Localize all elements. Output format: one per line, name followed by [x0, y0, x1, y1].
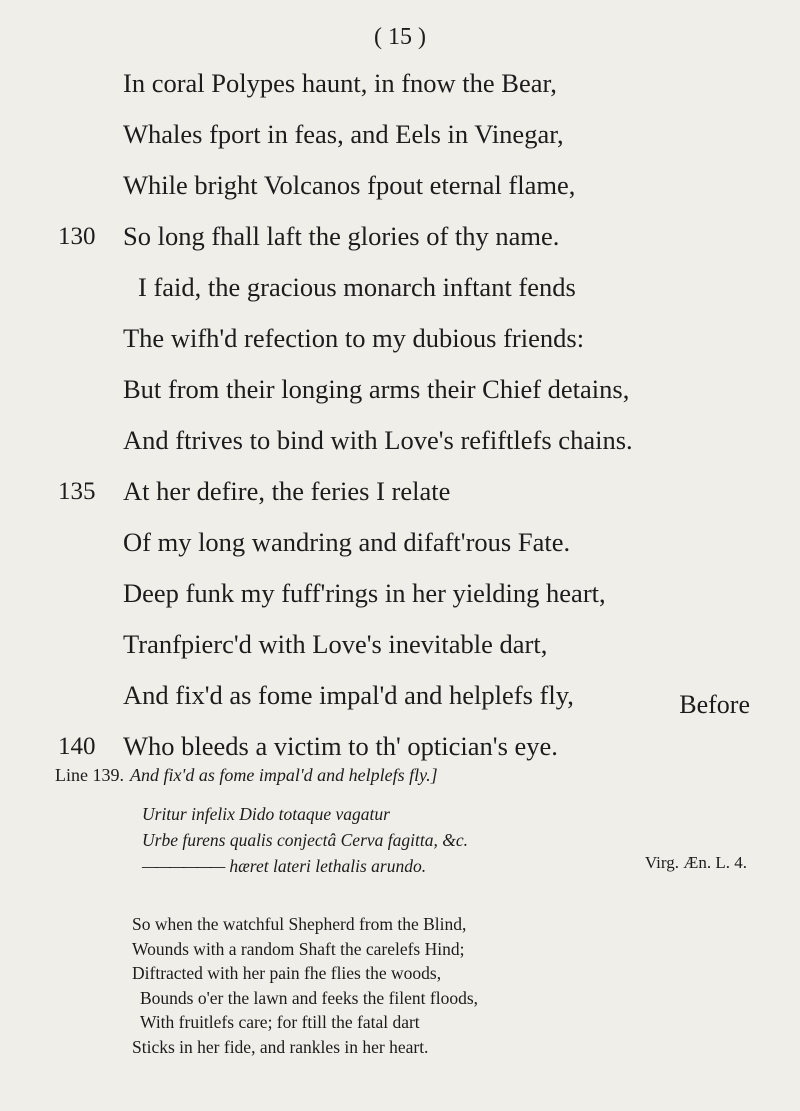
verse-line: [0, 619, 800, 670]
translation-line: Diftracted with her pain fhe flies the woods,: [132, 963, 442, 983]
verse-line: [0, 58, 800, 109]
verse-line: [0, 415, 800, 466]
verse-line: [0, 466, 800, 517]
line-number: 135: [58, 478, 96, 505]
translation-line: With fruitlefs care; for ftill the fatal dart: [140, 1012, 420, 1032]
note-reference: [55, 765, 438, 786]
verse-text: Of my long wandring and difaft'rous Fate.: [123, 527, 571, 557]
verse-text: The wifh'd refection to my dubious friends:: [123, 323, 585, 353]
verse-line: [0, 262, 800, 313]
verse-line: [0, 109, 800, 160]
verse-line: [0, 313, 800, 364]
verse-text: Who bleeds a victim to th' optician's eye.: [123, 731, 558, 761]
translation-line: Wounds with a random Shaft the carelefs Hind;: [132, 938, 465, 959]
verse-line: [0, 364, 800, 415]
catchword: Before: [679, 690, 750, 719]
verse-text: I faid, the gracious monarch inftant fends: [138, 272, 576, 302]
note-quoted-line: And fix'd as fome impal'd and helplefs fly.]: [130, 765, 438, 785]
poem: [0, 58, 800, 772]
verse-line: [0, 160, 800, 211]
translation-line: Bounds o'er the lawn and feeks the filent floods,: [140, 987, 479, 1008]
translation: [132, 912, 478, 1059]
verse-text: At her defire, the feries I relate: [123, 476, 451, 506]
translation-line: Sticks in her fide, and rankles in her heart.: [132, 1036, 429, 1057]
line-number: 140: [58, 733, 96, 760]
verse-text: And fix'd as fome impal'd and helplefs fly,: [123, 680, 574, 710]
latin-line: Uritur infelix Dido totaque vagatur: [142, 804, 390, 824]
omission-dash: ——————: [142, 856, 224, 876]
page-number: ( 15 ): [374, 24, 426, 50]
verse-text: But from their longing arms their Chief detains,: [123, 374, 630, 404]
verse-line: [0, 211, 800, 262]
verse-text: Whales fport in feas, and Eels in Vinegar,: [123, 119, 564, 149]
verse-line: [0, 568, 800, 619]
latin-quotation: [142, 801, 468, 879]
verse-line: [0, 517, 800, 568]
line-number: 130: [58, 223, 96, 250]
latin-line: Urbe furens qualis conjectâ Cerva fagitta, &c.: [142, 830, 468, 850]
verse-text: Deep funk my fuff'rings in her yielding heart,: [123, 578, 606, 608]
latin-line-text: hæret lateri lethalis arundo.: [229, 856, 427, 876]
verse-text: In coral Polypes haunt, in fnow the Bear,: [123, 68, 557, 98]
translation-line: So when the watchful Shepherd from the Blind,: [132, 914, 467, 934]
note-line-ref: Line 139.: [55, 765, 124, 785]
verse-text: So long fhall laft the glories of thy name.: [123, 221, 560, 251]
verse-text: And ftrives to bind with Love's refiftlefs chains.: [123, 425, 633, 455]
verse-text: Tranfpierc'd with Love's inevitable dart,: [123, 629, 548, 659]
latin-line: [142, 853, 468, 879]
verse-text: While bright Volcanos fpout eternal flame,: [123, 170, 576, 200]
citation: Virg. Æn. L. 4.: [644, 853, 747, 872]
